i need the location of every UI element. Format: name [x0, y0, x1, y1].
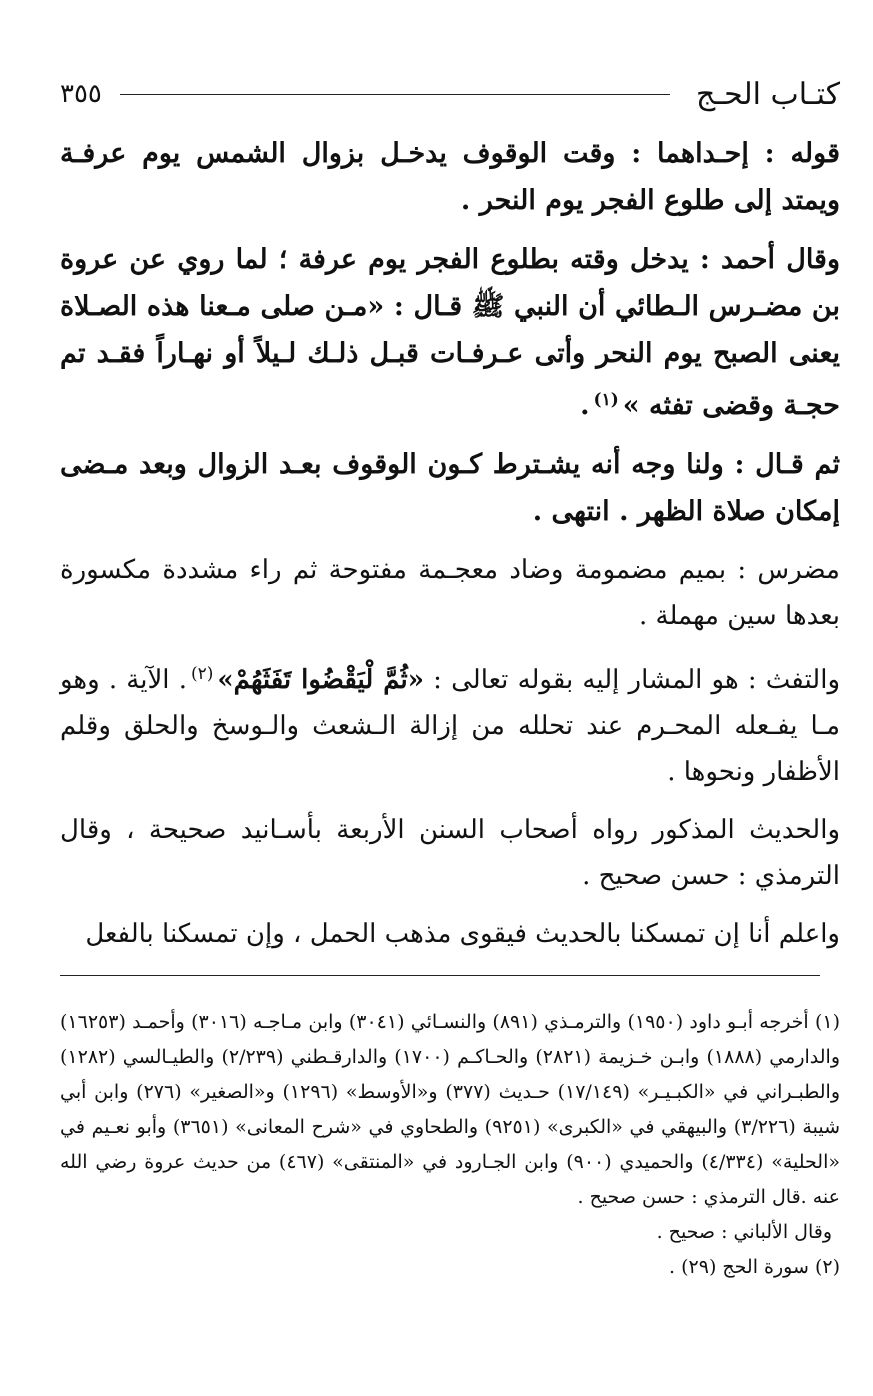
paragraph [60, 130, 840, 224]
footnote: (٢) سورة الحج (٢٩) . [669, 1256, 840, 1278]
footnotes [60, 1005, 840, 1285]
paragraph [60, 236, 840, 429]
paragraph-text: وقال أحمد : يدخل وقته بطلوع الفجر يوم عرفة ؛ لما روي عن عروة بن مضـرس الـطائي أن النبي ﷺ قـال : «مـن صلى مـعنا هذه الصـلاة يعنى الصبح يوم النحر وأتى عـرفـات قبـل ذلـك لـيلاً أو نهـاراً فقـد تم حجـة وقضى تفثه » [60, 244, 840, 421]
paragraph [60, 547, 840, 639]
footnote-divider [60, 975, 820, 976]
footnote: وقال الألباني : صحيح . [656, 1221, 832, 1243]
paragraph-text: قوله : إحـداهما : وقت الوقوف يدخـل بزوال الشمس يوم عرفـة ويمتد إلى طلوع الفجر يوم النحر . [60, 138, 840, 216]
paragraph-text: والحديث المذكور رواه أصحاب السنن الأربعة بأسـانيد صحيحة ، وقال الترمذي : حسن صحيح . [60, 815, 840, 891]
paragraph [60, 807, 840, 899]
running-header [60, 72, 840, 116]
header-rule [120, 94, 670, 95]
main-text [60, 130, 840, 969]
paragraph [60, 441, 840, 535]
paragraph-tail: . [580, 390, 590, 421]
paragraph-text: والتفث : هو المشار إليه بقوله تعالى : [424, 665, 841, 695]
paragraph-text: ثم قـال : ولنا وجه أنه يشـترط كـون الوقوف بعـد الزوال وبعد مـضى إمكان صلاة الظهر . انتهى . [60, 449, 840, 527]
book-page [60, 60, 840, 1360]
paragraph [60, 651, 840, 795]
footnote-ref[interactable]: (١) [593, 390, 619, 410]
footnote-ref[interactable]: (٢) [190, 664, 214, 684]
chapter-title: كتـاب الحـج [695, 76, 840, 112]
footnote: (١) أخرجه أبـو داود (١٩٥٠) والترمـذي (٨٩١) والنسـائي (٣٠٤١) وابن مـاجـه (٣٠١٦) وأحمـد (١٦٢٥٣) والدارمي (١٨٨٨) وابـن خـزيمة (٢٨٢١) والحـاكـم (١٧٠٠) والدارقـطني (٢/٢٣٩) والطيـالسي (١٢٨٢) والطبـراني في «الكبـيـر» (١٧/١٤٩) حـديث (٣٧٧) و«الأوسط» (١٢٩٦) و«الصغير» (٢٧٦) وابن أبي شيبة (٣/٢٢٦) والبيهقي في «الكبرى» (٩٢٥١) والطحاوي في «شرح المعانى» (٣٦٥١) وأبو نعـيم في «الحلية» (٤/٣٣٤) والحميدي (٩٠٠) وابن الجـارود في «المنتقى» (٤٦٧) من حديث عروة رضي الله عنه .قال الترمذي : حسن صحيح . [60, 1011, 841, 1208]
paragraph [60, 911, 840, 957]
paragraph-text: مضرس : بميم مضمومة وضاد معجـمة مفتوحة ثم راء مشددة مكسورة بعدها سين مهملة . [60, 555, 840, 631]
quran-verse: «ثُمَّ لْيَقْضُوا تَفَثَهُمْ» [217, 665, 424, 695]
paragraph-text: واعلم أنا إن تمسكنا بالحديث فيقوى مذهب الحمل ، وإن تمسكنا بالفعل [85, 919, 840, 949]
page-number: ٣٥٥ [60, 79, 102, 109]
paragraph-text: . الآية . وهو مـا يفـعله المحـرم عند تحلله من إزالة الـشعث والـوسخ والحلق وقلم الأظفار ونحوها . [60, 665, 840, 787]
